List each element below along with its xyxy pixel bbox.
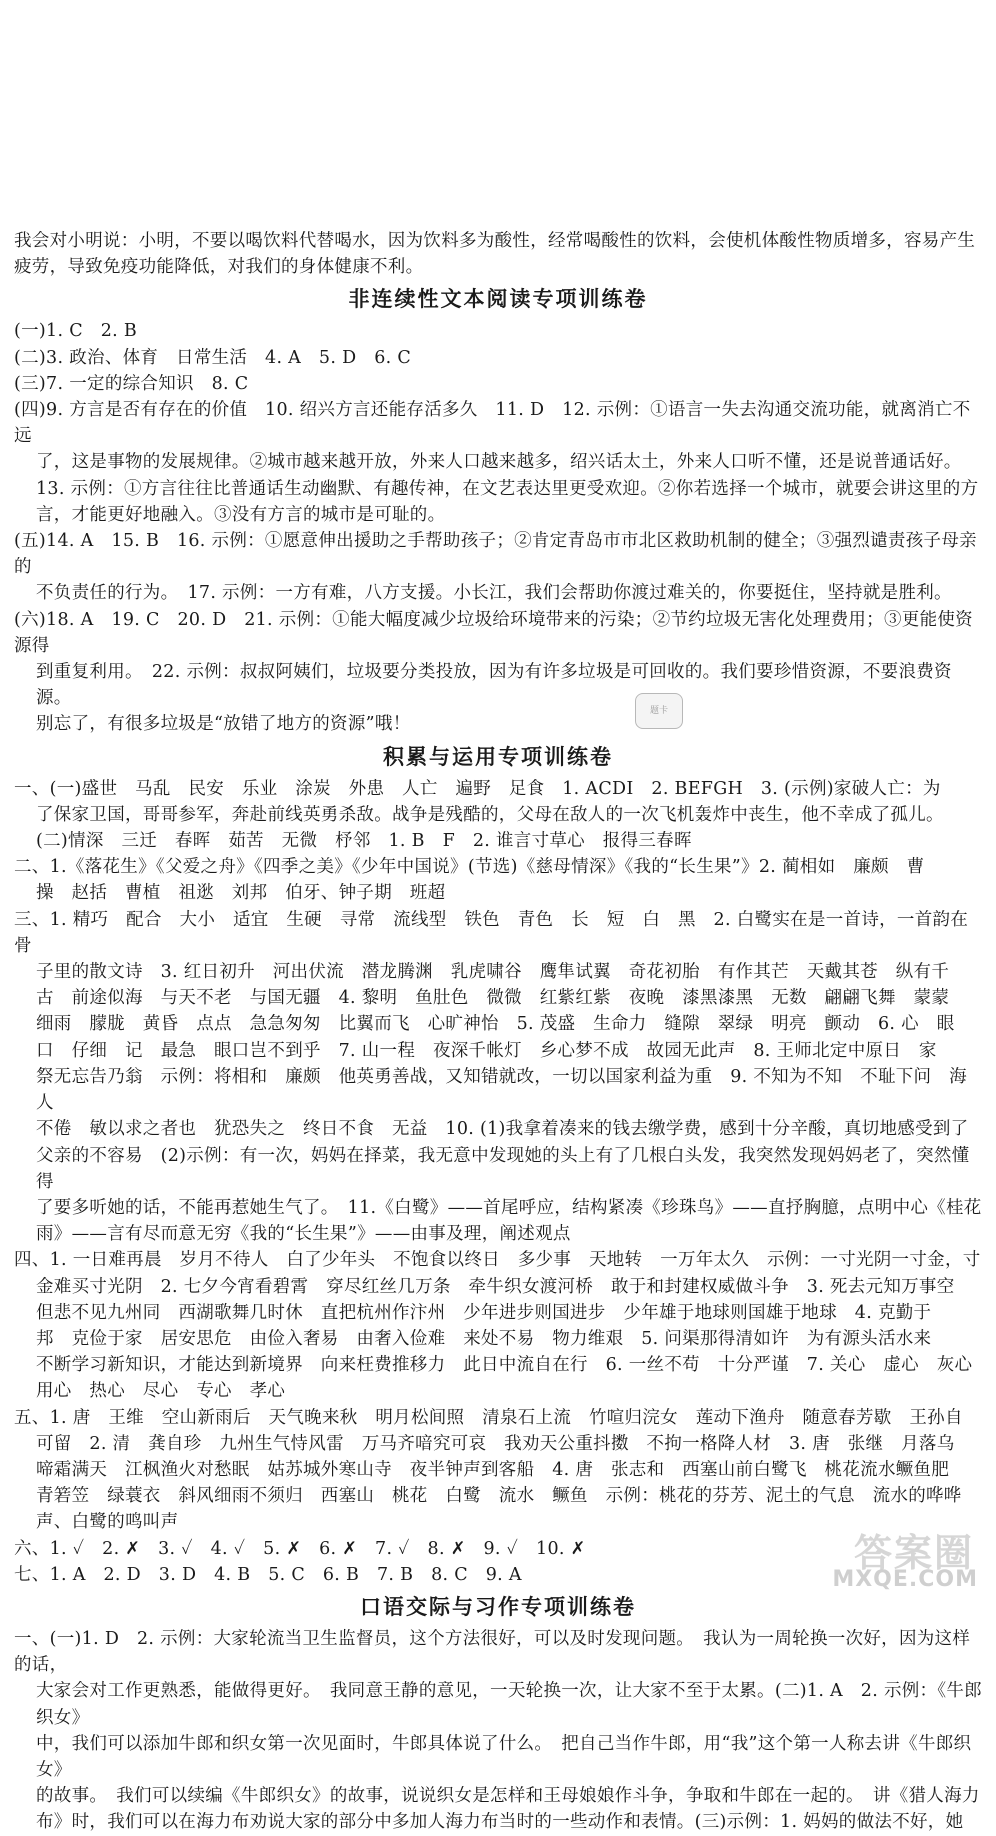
section-title: 非连续性文本阅读专项训练卷 [348,287,648,312]
answer-line: (三)7. 一定的综合知识 8. C [14,373,249,394]
answer-line: 但悲不见九州同 西湖歌舞几时休 直把杭州作汴州 少年进步则国进步 少年雄于地球则国雄于地球 4. 克勤于 [36,1302,932,1323]
answer-line: 青箬笠 绿蓑衣 斜风细雨不须归 西塞山 桃花 白鹭 流水 鳜鱼 示例：桃花的芬芳、泥土的气息 流水的哗哗 [36,1486,962,1507]
watermark-logo-text: 答案圈 [853,1531,974,1575]
answer-line: (一)1. C 2. B [14,321,138,342]
answer-line: 布》时，我们可以在海力布劝说大家的部分中多加人海力布当时的一些动作和表情。(三)示例：1. 妈妈的做法不好，她 [36,1812,964,1833]
section-title: 积累与运用专项训练卷 [383,744,613,769]
answer-line: 用心 热心 尽心 专心 孝心 [36,1381,286,1402]
answer-line: (五)14. A 15. B 16. 示例：①愿意伸出援助之手帮助孩子；②肯定青岛市市北区救助机制的健全；③强烈谴责孩子母亲的 [14,531,977,578]
answer-line: (六)18. A 19. C 20. D 21. 示例：①能大幅度减少垃圾给环境带来的污染；②节约垃圾无害化处理费用；③更能使资源得 [14,609,973,656]
answer-line: 子里的散文诗 3. 红日初升 河出伏流 潜龙腾渊 乳虎啸谷 鹰隼试翼 奇花初胎 有作其芒 天戴其苍 纵有千 [36,962,950,983]
answer-line: 三、1. 精巧 配合 大小 适宜 生硬 寻常 流线型 铁色 青色 长 短 白 黑 2. 白鹭实在是一首诗，一首韵在骨 [14,909,969,956]
intro-line: 疲劳，导致免疫功能降低，对我们的身体健康不利。 [14,257,424,278]
answer-line: 七、1. A 2. D 3. D 4. B 5. C 6. B 7. B 8. C 9. A [14,1564,522,1585]
answer-line: 祭无忘告乃翁 示例：将相和 廉颇 他英勇善战，又知错就改，一切以国家利益为重 9. 不知为不知 不耻下问 海人 [36,1066,967,1114]
answer-line: 不倦 敏以求之者也 犹恐失之 终日不食 无益 10. (1)我拿着凑来的钱去缴学费，感到十分辛酸，真切地感受到了 [36,1119,969,1140]
answer-line: 啼霜满天 江枫渔火对愁眠 姑苏城外寒山寺 夜半钟声到客船 4. 唐 张志和 西塞山前白鹭飞 桃花流水鳜鱼肥 [36,1459,950,1480]
section-title: 口语交际与习作专项训练卷 [360,1594,636,1619]
answer-content [14,228,982,1836]
answer-line: 金难买寸光阴 2. 七夕今宵看碧霄 穿尽红丝几万条 牵牛织女渡河桥 敢于和封建权威做斗争 3. 死去元知万事空 [36,1276,955,1297]
answer-line: 了，这是事物的发展规律。②城市越来越开放，外来人口越来越多，绍兴话太土，外来人口听不懂，还是说普通话好。 [36,452,962,473]
answer-line: 不断学习新知识，才能达到新境界 向来枉费推移力 此日中流自在行 6. 一丝不苟 十分严谨 7. 关心 虚心 灰心 [36,1355,973,1376]
answer-line: 二、1.《落花生》《父爱之舟》《四季之美》《少年中国说》(节选)《慈母情深》《我的“长生果”》2. 蔺相如 廉颇 曹 [14,857,925,878]
answer-line: 13. 示例：①方言往往比普通话生动幽默、有趣传神，在文艺表达里更受欢迎。②你若选择一个城市，就要会讲这里的方 [36,478,979,499]
answer-line: (二)3. 政治、体育 日常生活 4. A 5. D 6. C [14,347,412,368]
answer-line: 六、1. ✓ 2. ✗ 3. ✓ 4. ✓ 5. ✗ 6. ✗ 7. ✓ 8. ✗ 9. ✓ 10. ✗ [14,1538,586,1559]
answer-line: 操 赵括 曹植 祖逖 刘邦 伯牙、钟子期 班超 [36,883,446,904]
answer-line: 可留 2. 清 龚自珍 九州生气恃风雷 万马齐喑究可哀 我劝天公重抖擞 不拘一格降人材 3. 唐 张继 月落乌 [36,1433,955,1454]
answer-line: 一、(一)1. D 2. 示例：大家轮流当卫生监督员，这个方法很好，可以及时发现问题。 我认为一周轮换一次好，因为这样的话， [14,1628,971,1676]
answer-line: 细雨 朦胧 黄昏 点点 急急匆匆 比翼而飞 心旷神怡 5. 茂盛 生命力 缝隙 翠绿 明亮 颤动 6. 心 眼 [36,1014,955,1035]
answer-line: 大家会对工作更熟悉，能做得更好。 我同意王静的意见，一天轮换一次，让大家不至于太累。(二)1. A 2. 示例：《牛郎织女》 [36,1681,983,1728]
watermark-logo [828,1522,978,1592]
answer-line: 父亲的不容易 (2)示例：有一次，妈妈在择菜，我无意中发现她的头上有了几根白头发，我突然发现妈妈老了，突然懂得 [36,1145,970,1192]
answer-line: 了要多听她的话，不能再惹她生气了。 11.《白鹭》——首尾呼应，结构紧凑《珍珠鸟》——直抒胸臆，点明中心《桂花 [36,1197,982,1218]
answer-line: 口 仔细 记 最急 眼口岂不到乎 7. 山一程 夜深千帐灯 乡心梦不成 故园无此声 8. 王师北定中原日 家 [36,1040,937,1061]
section-body [14,318,982,737]
intro-line: 我会对小明说：小明，不要以喝饮料代替喝水，因为饮料多为酸性，经常喝酸性的饮料，会使机体酸性物质增多，容易产生 [14,231,976,251]
watermark-url: MXQE.COM [832,1567,978,1592]
stamp-mark: 题卡 [635,693,683,729]
answer-line: (二)情深 三迁 春晖 茹苦 无微 杼邻 1. B F 2. 谁言寸草心 报得三春晖 [36,831,692,852]
section-body [14,1626,982,1836]
answer-line: 古 前途似海 与天不老 与国无疆 4. 黎明 鱼肚色 微微 红紫红紫 夜晚 漆黑漆黑 无数 翩翩飞舞 蒙蒙 [36,988,950,1009]
answer-line: 到重复利用。 22. 示例：叔叔阿姨们，垃圾要分类投放，因为有许多垃圾是可回收的。我们要珍惜资源，不要浪费资源。 [36,662,952,709]
answer-line: 中，我们可以添加牛郎和织女第一次见面时，牛郎具体说了什么。 把自己当作牛郎，用“我”这个第一人称去讲《牛郎织女》 [36,1733,972,1780]
answer-line: 一、(一)盛世 马乱 民安 乐业 涂炭 外患 人亡 遍野 足食 1. ACDI 2. BEFGH 3. (示例)家破人亡：为 [14,778,941,799]
answer-line: (四)9. 方言是否有存在的价值 10. 绍兴方言还能存活多久 11. D 12. 示例：①语言一失去沟通交流功能，就离消亡不远 [14,400,971,447]
answer-line: 不负责任的行为。 17. 示例：一方有难，八方支援。小长江，我们会帮助你渡过难关的，你要挺住，坚持就是胜利。 [36,583,952,604]
answer-line: 雨》——言有尽而意无穷《我的“长生果”》——由事及理，阐述观点 [36,1224,571,1245]
answer-line: 邦 克俭于家 居安思危 由俭入奢易 由奢入俭难 来处不易 物力维艰 5. 问渠那得清如许 为有源头活水来 [36,1328,932,1349]
answer-line: 声、白鹭的鸣叫声 [36,1512,179,1533]
answer-line: 了保家卫国，哥哥参军，奔赴前线英勇杀敌。战争是残酷的，父母在敌人的一次飞机轰炸中丧生，他不幸成了孤儿。 [36,804,944,825]
answer-line: 别忘了，有很多垃圾是“放错了地方的资源”哦！ [36,714,411,735]
section-body [14,776,982,1588]
answer-line: 四、1. 一日难再晨 岁月不待人 白了少年头 不饱食以终日 多少事 天地转 一万年太久 示例：一寸光阴一寸金，寸 [14,1250,981,1271]
answer-line: 五、1. 唐 王维 空山新雨后 天气晚来秋 明月松间照 清泉石上流 竹喧归浣女 莲动下渔舟 随意春芳歇 王孙自 [14,1407,963,1428]
answer-line: 的故事。 我们可以续编《牛郎织女》的故事，说说织女是怎样和王母娘娘作斗争，争取和牛郎在一起的。 讲《猎人海力 [36,1786,980,1807]
answer-line: 言，才能更好地融入。③没有方言的城市是可耻的。 [36,504,446,525]
